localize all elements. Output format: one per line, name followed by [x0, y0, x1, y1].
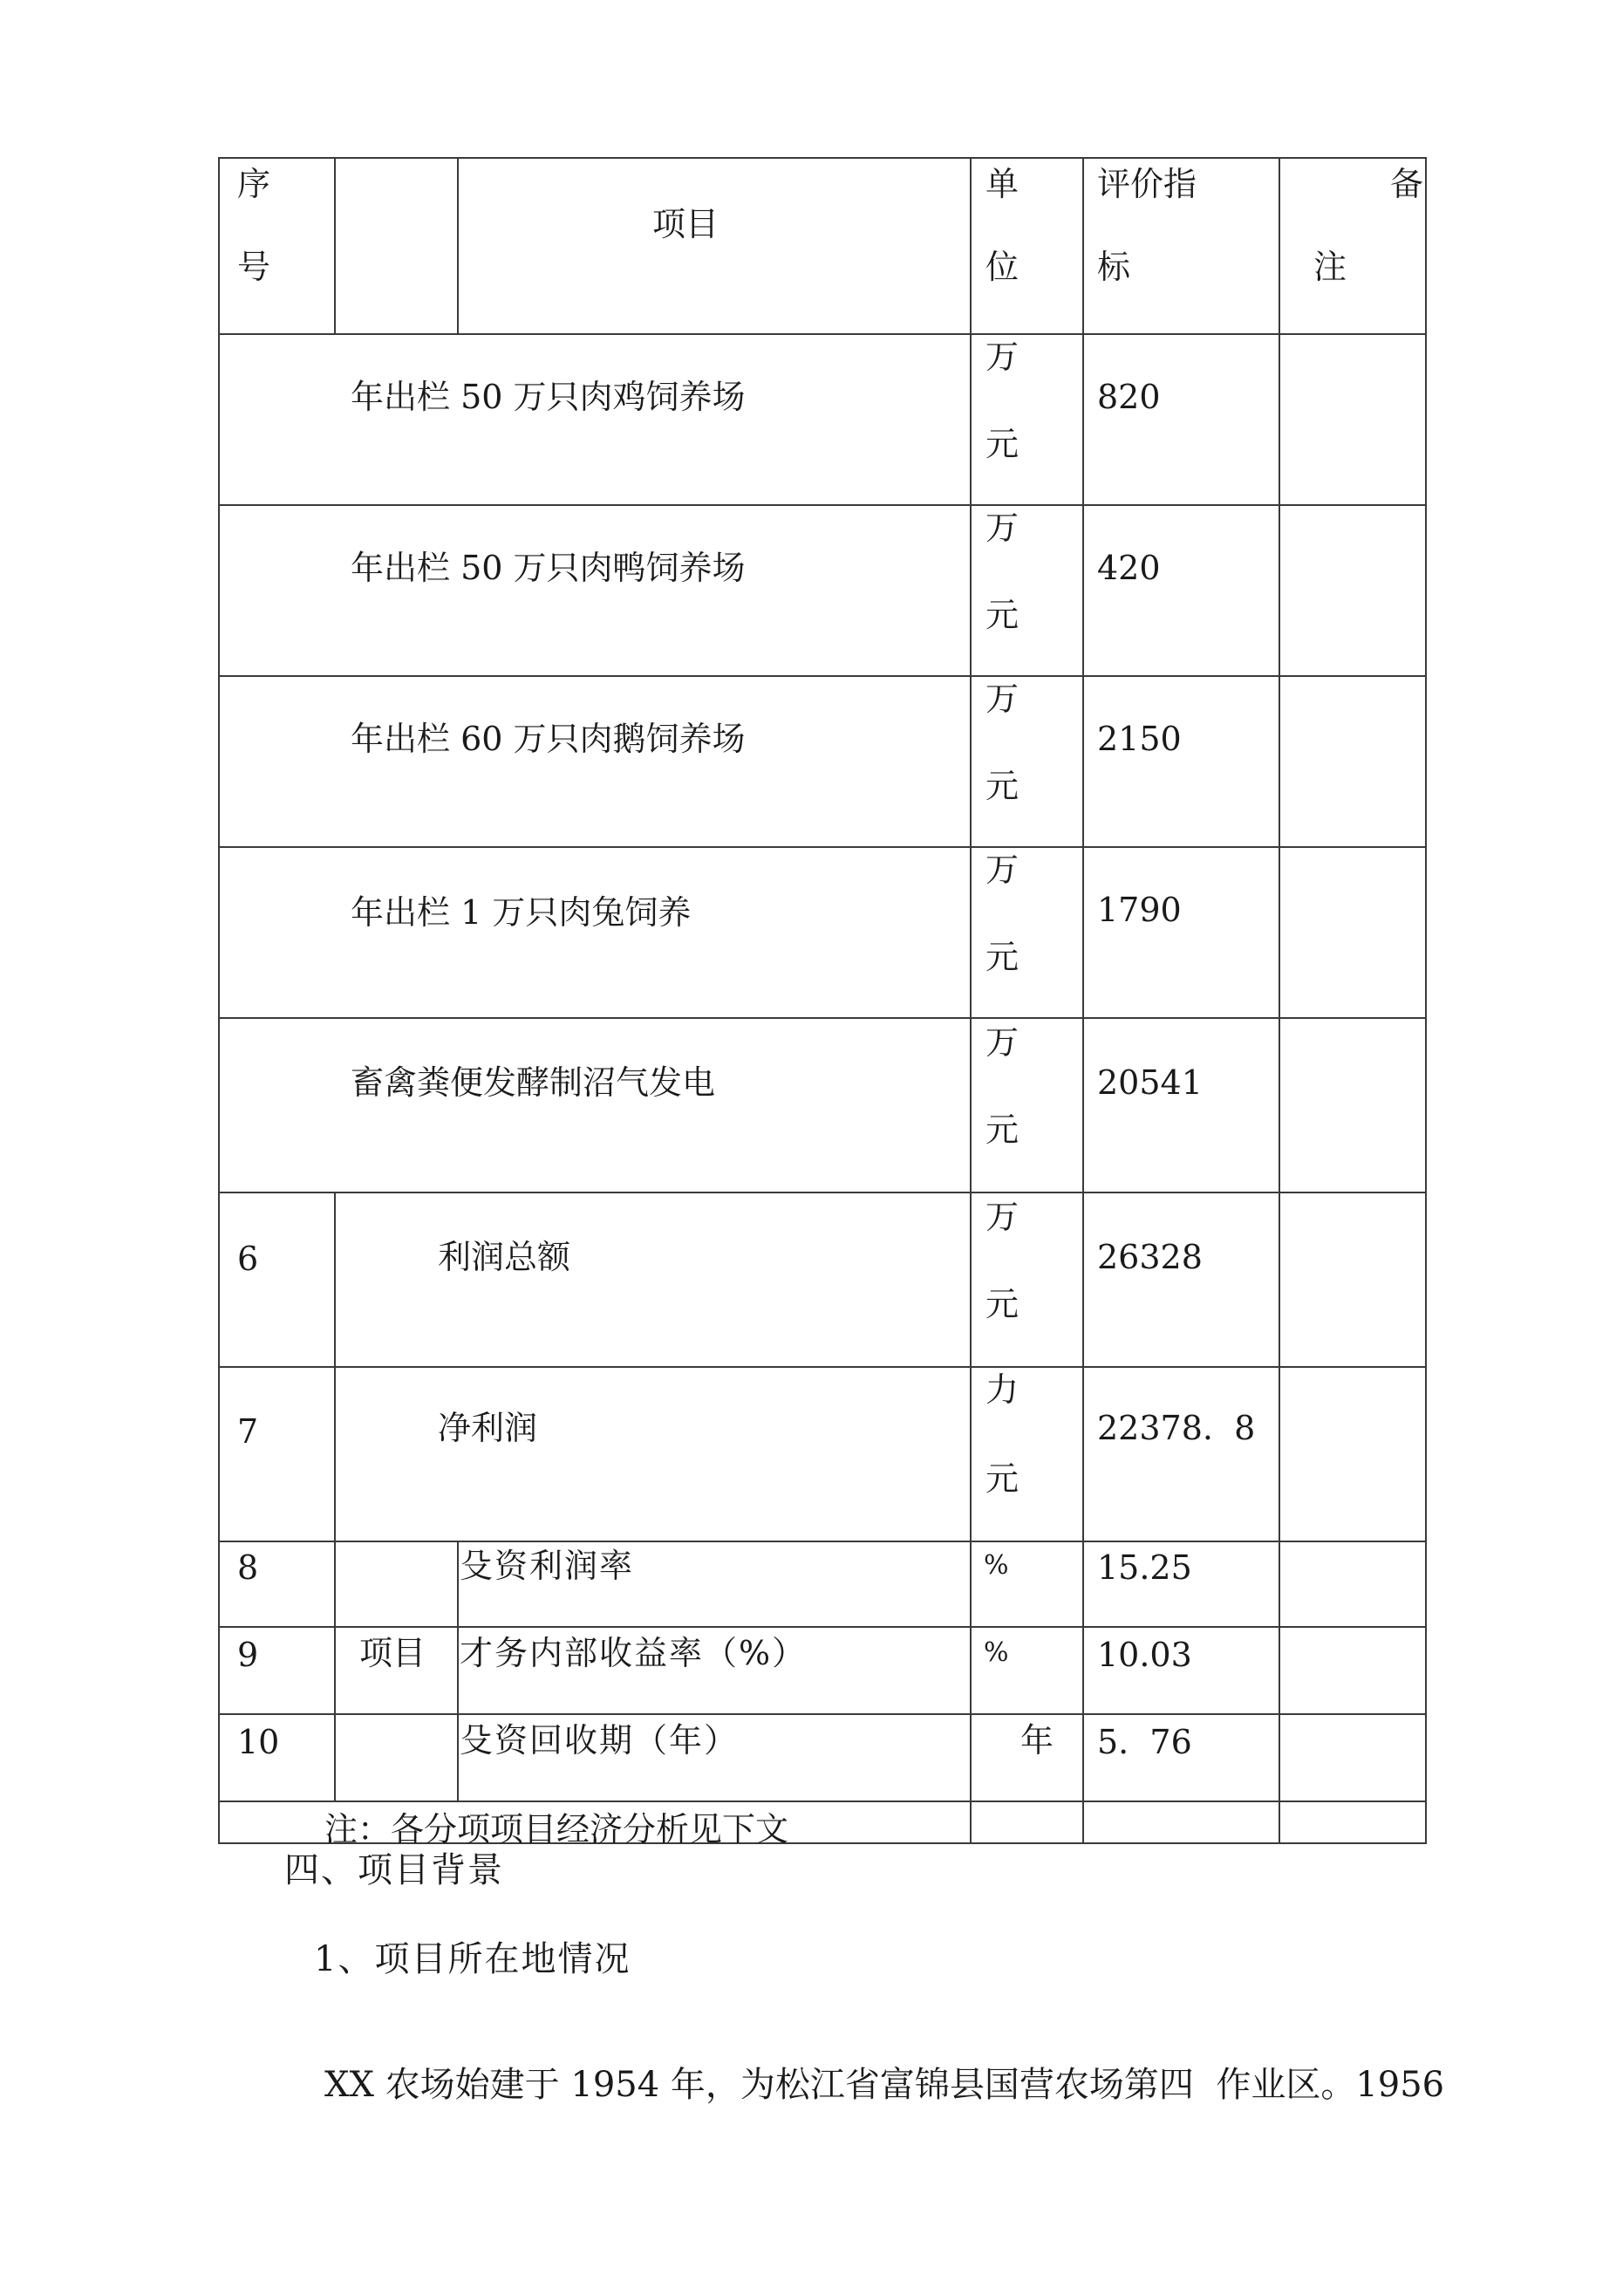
subrow-value: 15.25	[1097, 1548, 1192, 1587]
table-row-border	[218, 675, 1427, 677]
row-unit-line2: 元	[985, 767, 1019, 805]
header-unit-line1: 单	[985, 165, 1019, 203]
subrow-seq: 9	[237, 1636, 259, 1674]
row-unit-line2: 元	[985, 596, 1019, 634]
table-top-border	[218, 157, 1427, 159]
table-footnote: 注：各分项项目经济分析见下文	[324, 1810, 789, 1848]
row-item: 年出栏 1 万只肉兔饲养	[351, 893, 692, 932]
sub-heading: 1、项目所在地情况	[314, 1939, 631, 1979]
header-index-line1: 评价指	[1097, 165, 1197, 203]
table-row-border	[218, 1192, 1427, 1193]
row-unit-line1: 万	[985, 338, 1019, 376]
group-label: 项目	[359, 1634, 426, 1672]
subrow-seq: 8	[237, 1548, 259, 1587]
row-unit-line2: 元	[985, 938, 1019, 976]
table-col-border	[970, 157, 972, 1844]
table-row-border	[218, 1626, 1427, 1628]
subrow-item: 殳资利润率	[460, 1547, 635, 1585]
table-col-border	[334, 157, 336, 335]
row-value: 26328	[1097, 1238, 1203, 1276]
body-paragraph: XX 农场始建于 1954 年，为松江省富锦县国营农场第四 作业区。1956	[324, 2065, 1445, 2105]
row-unit-line2: 元	[985, 1459, 1019, 1498]
row-item: 畜禽粪便发酵制沼气发电	[351, 1063, 716, 1102]
table-row-border	[218, 1713, 1427, 1715]
row-unit-line1: 万	[985, 1198, 1019, 1236]
table-row-border	[218, 1541, 1427, 1542]
row-unit-line1: 万	[985, 509, 1019, 547]
subrow-item: 殳资回收期（年）	[460, 1721, 740, 1760]
table-row-border	[218, 846, 1427, 848]
table-right-border	[1425, 157, 1427, 1844]
subrow-value: 5. 76	[1097, 1723, 1192, 1761]
table-row-border	[218, 504, 1427, 506]
table-left-border	[218, 157, 220, 1844]
subrow-unit: %	[984, 1637, 1009, 1668]
row-unit-line1: 万	[985, 851, 1019, 889]
table-row-border	[218, 1366, 1427, 1368]
table-row-border	[218, 1017, 1427, 1019]
row-unit-line1: 万	[985, 1023, 1019, 1062]
table-col-border	[334, 1192, 336, 1802]
row-item: 净利润	[438, 1409, 538, 1447]
row-value: 420	[1097, 549, 1161, 587]
table-col-border	[457, 157, 459, 335]
row-unit-line2: 元	[985, 1285, 1019, 1323]
table-col-border	[457, 1541, 459, 1802]
row-seq: 6	[237, 1240, 259, 1278]
row-seq: 7	[237, 1412, 259, 1451]
row-unit-line2: 元	[985, 1110, 1019, 1149]
row-item: 年出栏 60 万只肉鹅饲养场	[351, 720, 746, 758]
table-col-border	[1082, 157, 1084, 1844]
subrow-seq: 10	[237, 1723, 280, 1761]
table-col-border	[1279, 157, 1280, 1844]
header-note-line1: 备	[1390, 165, 1424, 203]
header-seq-line1: 序	[237, 165, 271, 203]
header-index-line2: 标	[1097, 248, 1131, 286]
subrow-item: 才务内部收益率（%）	[460, 1634, 808, 1672]
table-row-border	[218, 1801, 1427, 1802]
subrow-unit: 年	[1020, 1721, 1054, 1760]
row-unit-line1: 力	[985, 1370, 1019, 1409]
row-value: 2150	[1097, 720, 1182, 758]
header-unit-line2: 位	[985, 248, 1019, 286]
row-unit-line2: 元	[985, 425, 1019, 463]
header-item: 项目	[652, 205, 719, 243]
row-item: 利润总额	[438, 1238, 571, 1276]
row-value: 20541	[1097, 1063, 1203, 1102]
row-item: 年出栏 50 万只肉鸭饲养场	[351, 549, 746, 587]
row-value: 1790	[1097, 891, 1182, 929]
header-seq-line2: 号	[237, 248, 271, 286]
row-item: 年出栏 50 万只肉鸡饲养场	[351, 378, 746, 416]
row-unit-line1: 万	[985, 680, 1019, 718]
header-note-line2: 注	[1313, 248, 1347, 286]
section-heading: 四、项目背景	[284, 1850, 504, 1890]
subrow-unit: %	[984, 1550, 1009, 1581]
subrow-value: 10.03	[1097, 1636, 1192, 1674]
table-row-border	[218, 333, 1427, 335]
row-value: 820	[1097, 378, 1161, 416]
row-value: 22378. 8	[1097, 1409, 1256, 1447]
